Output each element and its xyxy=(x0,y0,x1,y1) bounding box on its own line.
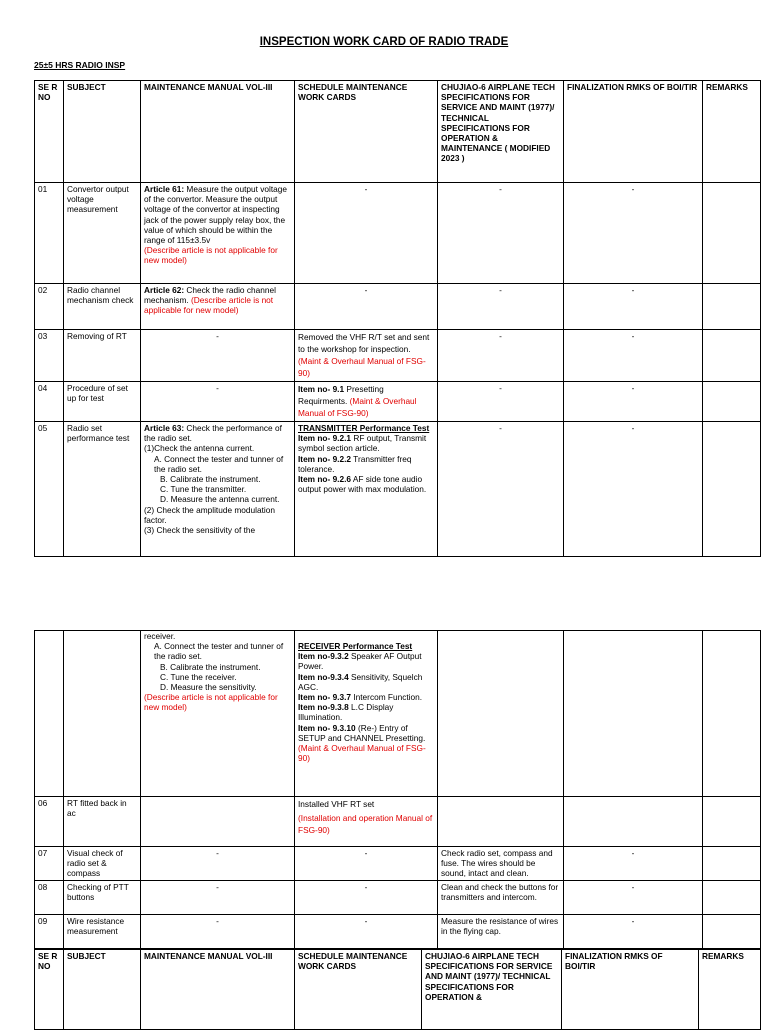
remarks-cell xyxy=(703,847,761,881)
finalization-cell xyxy=(564,797,703,847)
table-row xyxy=(35,847,761,881)
table-row xyxy=(35,914,761,948)
not-applicable-note: (Describe article is not applicable for new model) xyxy=(144,295,274,316)
finalization-cell: - xyxy=(564,284,703,330)
header-chujiao-specs: CHUJIAO-6 AIRPLANE TECH SPECIFICATIONS FOR SERVICE AND MAINT (1977)/ TECHNICAL SPECIFICATIONS FOR OPERATION & MAINTENANCE ( MODIFIED 2023 ) xyxy=(438,81,564,183)
article-line: (1)Check the antenna current. xyxy=(144,443,255,454)
subject: RT fitted back in ac xyxy=(64,797,141,847)
subject: Convertor output voltage measurement xyxy=(64,183,141,284)
remarks-cell xyxy=(703,330,761,382)
header-subject: SUBJECT xyxy=(64,949,141,1029)
chujiao-cell: - xyxy=(438,330,564,382)
header-remarks: REMARKS xyxy=(703,81,761,183)
header-finalization: FINALIZATION RMKS OF BOI/TIR xyxy=(562,949,699,1029)
remarks-cell xyxy=(703,880,761,914)
article-text: Measure the output voltage of the convertor. Measure the output voltage of the convertor at inspecting jack of the power supply relay box, the value of which should be within the range of 115±3.5v xyxy=(144,184,287,246)
manual-reference: (Maint & Overhaul Manual of FSG-90) xyxy=(298,356,426,378)
finalization-cell xyxy=(564,631,703,797)
schedule-cell xyxy=(295,382,438,422)
schedule-cell: - xyxy=(295,847,438,881)
ser-no: 03 xyxy=(35,330,64,382)
chujiao-cell xyxy=(438,631,564,797)
table-row xyxy=(35,797,761,847)
manual-reference: (Maint & Overhaul Manual of FSG-90) xyxy=(298,743,426,764)
table-header-row xyxy=(35,949,761,1029)
schedule-cell: - xyxy=(295,183,438,284)
finalization-cell: - xyxy=(564,847,703,881)
ser-no xyxy=(35,631,64,797)
remarks-cell xyxy=(703,422,761,557)
item-text: Transmitter freq tolerance. xyxy=(298,453,412,474)
item-label: Item no- 9.1 xyxy=(298,384,345,394)
inspection-table-page-1 xyxy=(34,80,761,557)
subject: Procedure of set up for test xyxy=(64,382,141,422)
chujiao-cell: Measure the resistance of wires in the flying cap. xyxy=(438,914,564,948)
item-label: Item no-9.3.2 xyxy=(298,651,349,662)
schedule-cell: - xyxy=(295,880,438,914)
ser-no: 02 xyxy=(35,284,64,330)
subject: Checking of PTT buttons xyxy=(64,880,141,914)
schedule-item xyxy=(298,702,434,722)
manual-cell xyxy=(141,183,295,284)
schedule-text: Presetting Requirments. xyxy=(298,384,384,406)
article-line: A. Connect the tester and tunner of the radio set. xyxy=(154,453,284,474)
section-subtitle: 25±5 HRS RADIO INSP xyxy=(34,60,126,70)
finalization-cell: - xyxy=(564,422,703,557)
item-text: L.C Display Illumination. xyxy=(298,702,394,723)
article-line: D. Measure the antenna current. xyxy=(160,494,280,505)
table-row xyxy=(35,330,761,382)
remarks-cell xyxy=(703,284,761,330)
table-row-continued xyxy=(35,631,761,797)
article-line: C. Tune the receiver. xyxy=(160,671,237,682)
header-chujiao-specs: CHUJIAO-6 AIRPLANE TECH SPECIFICATIONS FOR SERVICE AND MAINT (1977)/ TECHNICAL SPECIFICATIONS FOR OPERATION & xyxy=(422,949,562,1029)
article-line: (2) Check the amplitude modulation factor. xyxy=(144,504,275,525)
ser-no: 07 xyxy=(35,847,64,881)
schedule-cell xyxy=(295,422,438,557)
header-remarks: REMARKS xyxy=(699,949,761,1029)
manual-cell: - xyxy=(141,330,295,382)
article-line: C. Tune the transmitter. xyxy=(160,484,247,495)
ser-no: 06 xyxy=(35,797,64,847)
table-header-row xyxy=(35,81,761,183)
article-line: A. Connect the tester and tunner of the radio set. xyxy=(154,641,284,662)
schedule-cell: - xyxy=(295,914,438,948)
chujiao-cell: - xyxy=(438,183,564,284)
article-line: receiver. xyxy=(144,631,176,641)
manual-cell: - xyxy=(141,847,295,881)
chujiao-cell xyxy=(438,797,564,847)
item-text: Intercom Function. xyxy=(351,692,423,703)
article-line: (3) Check the sensitivity of the xyxy=(144,525,256,536)
item-label: Item no- 9.3.10 xyxy=(298,722,356,733)
item-text: Speaker AF Output Power. xyxy=(298,651,422,672)
header-ser-no: SE R NO xyxy=(35,949,64,1029)
schedule-cell xyxy=(295,631,438,797)
schedule-item xyxy=(298,454,434,474)
schedule-item xyxy=(298,723,434,764)
header-schedule-work-cards: SCHEDULE MAINTENANCE WORK CARDS xyxy=(295,81,438,183)
schedule-item xyxy=(298,433,434,453)
schedule-item xyxy=(298,651,434,671)
table-row xyxy=(35,284,761,330)
subject: Radio set performance test xyxy=(64,422,141,557)
schedule-item xyxy=(298,672,434,692)
article-text: Check the radio channel mechanism. xyxy=(144,285,276,306)
item-label: Item no-9.3.4 xyxy=(298,671,349,682)
receiver-test-heading: RECEIVER Performance Test xyxy=(298,641,413,651)
ser-no: 05 xyxy=(35,422,64,557)
item-label: Item no- 9.2.1 xyxy=(298,433,352,444)
article-label: Article 62: xyxy=(144,285,185,295)
item-label: Item no-9.3.8 xyxy=(298,702,349,713)
schedule-cell: - xyxy=(295,284,438,330)
article-line: Check the performance of the radio set. xyxy=(144,423,282,444)
subject: Removing of RT xyxy=(64,330,141,382)
remarks-cell xyxy=(703,797,761,847)
finalization-cell: - xyxy=(564,880,703,914)
manual-cell: - xyxy=(141,914,295,948)
chujiao-cell: Clean and check the buttons for transmitters and intercom. xyxy=(438,880,564,914)
subject xyxy=(64,631,141,797)
finalization-cell: - xyxy=(564,330,703,382)
transmitter-test-heading: TRANSMITTER Performance Test xyxy=(298,423,430,433)
manual-cell: - xyxy=(141,382,295,422)
article-line: D. Measure the sensitivity. xyxy=(160,682,257,693)
schedule-item xyxy=(298,692,434,702)
header-maintenance-manual: MAINTENANCE MANUAL VOL-III xyxy=(141,949,295,1029)
item-label: Item no- 9.2.2 xyxy=(298,453,352,464)
inspection-table-page-2 xyxy=(34,630,761,949)
header-schedule-work-cards: SCHEDULE MAINTENANCE WORK CARDS xyxy=(295,949,422,1029)
finalization-cell: - xyxy=(564,183,703,284)
header-ser-no: SE R NO xyxy=(35,81,64,183)
manual-reference: (Installation and operation Manual of FSG-90) xyxy=(298,813,433,835)
schedule-item xyxy=(298,474,434,494)
schedule-cell xyxy=(295,797,438,847)
header-finalization: FINALIZATION RMKS OF BOI/TIR xyxy=(564,81,703,183)
ser-no: 04 xyxy=(35,382,64,422)
finalization-cell: - xyxy=(564,382,703,422)
article-line: B. Calibrate the instrument. xyxy=(160,474,261,485)
ser-no: 09 xyxy=(35,914,64,948)
document-title: INSPECTION WORK CARD OF RADIO TRADE xyxy=(259,36,509,48)
table-row xyxy=(35,382,761,422)
inspection-table-header-repeat xyxy=(34,948,761,1030)
article-label: Article 63: xyxy=(144,423,185,433)
subject: Visual check of radio set & compass xyxy=(64,847,141,881)
remarks-cell xyxy=(703,183,761,284)
item-text: Sensitivity, Squelch AGC. xyxy=(298,671,423,692)
subject: Radio channel mechanism check xyxy=(64,284,141,330)
manual-cell: - xyxy=(141,880,295,914)
table-row xyxy=(35,422,761,557)
remarks-cell xyxy=(703,914,761,948)
manual-cell xyxy=(141,284,295,330)
table-row xyxy=(35,880,761,914)
manual-cell xyxy=(141,797,295,847)
item-text: RF output, Transmit symbol section article. xyxy=(298,433,427,454)
manual-cell xyxy=(141,422,295,557)
remarks-cell xyxy=(703,631,761,797)
table-row xyxy=(35,183,761,284)
manual-cell xyxy=(141,631,295,797)
finalization-cell: - xyxy=(564,914,703,948)
header-maintenance-manual: MAINTENANCE MANUAL VOL-III xyxy=(141,81,295,183)
article-label: Article 61: xyxy=(144,184,185,194)
manual-reference: (Maint & Overhaul Manual of FSG-90) xyxy=(298,396,417,418)
not-applicable-note: (Describe article is not applicable for new model) xyxy=(144,245,278,266)
not-applicable-note: (Describe article is not applicable for new model) xyxy=(144,692,278,713)
subject: Wire resistance measurement xyxy=(64,914,141,948)
ser-no: 01 xyxy=(35,183,64,284)
chujiao-cell: - xyxy=(438,382,564,422)
header-subject: SUBJECT xyxy=(64,81,141,183)
chujiao-cell: - xyxy=(438,284,564,330)
ser-no: 08 xyxy=(35,880,64,914)
item-label: Item no- 9.2.6 xyxy=(298,474,352,485)
article-line: B. Calibrate the instrument. xyxy=(160,661,261,672)
item-text: AF side tone audio output power with max modulation. xyxy=(298,474,427,495)
chujiao-cell: Check radio set, compass and fuse. The wires should be sound, intact and clean. xyxy=(438,847,564,881)
chujiao-cell: - xyxy=(438,422,564,557)
remarks-cell xyxy=(703,382,761,422)
item-label: Item no- 9.3.7 xyxy=(298,692,352,703)
schedule-text: Installed VHF RT set xyxy=(298,799,375,809)
schedule-cell xyxy=(295,330,438,382)
item-text: (Re-) Entry of SETUP and CHANNEL Presetting. xyxy=(298,722,426,743)
schedule-text: Removed the VHF R/T set and sent to the workshop for inspection. xyxy=(298,332,430,354)
